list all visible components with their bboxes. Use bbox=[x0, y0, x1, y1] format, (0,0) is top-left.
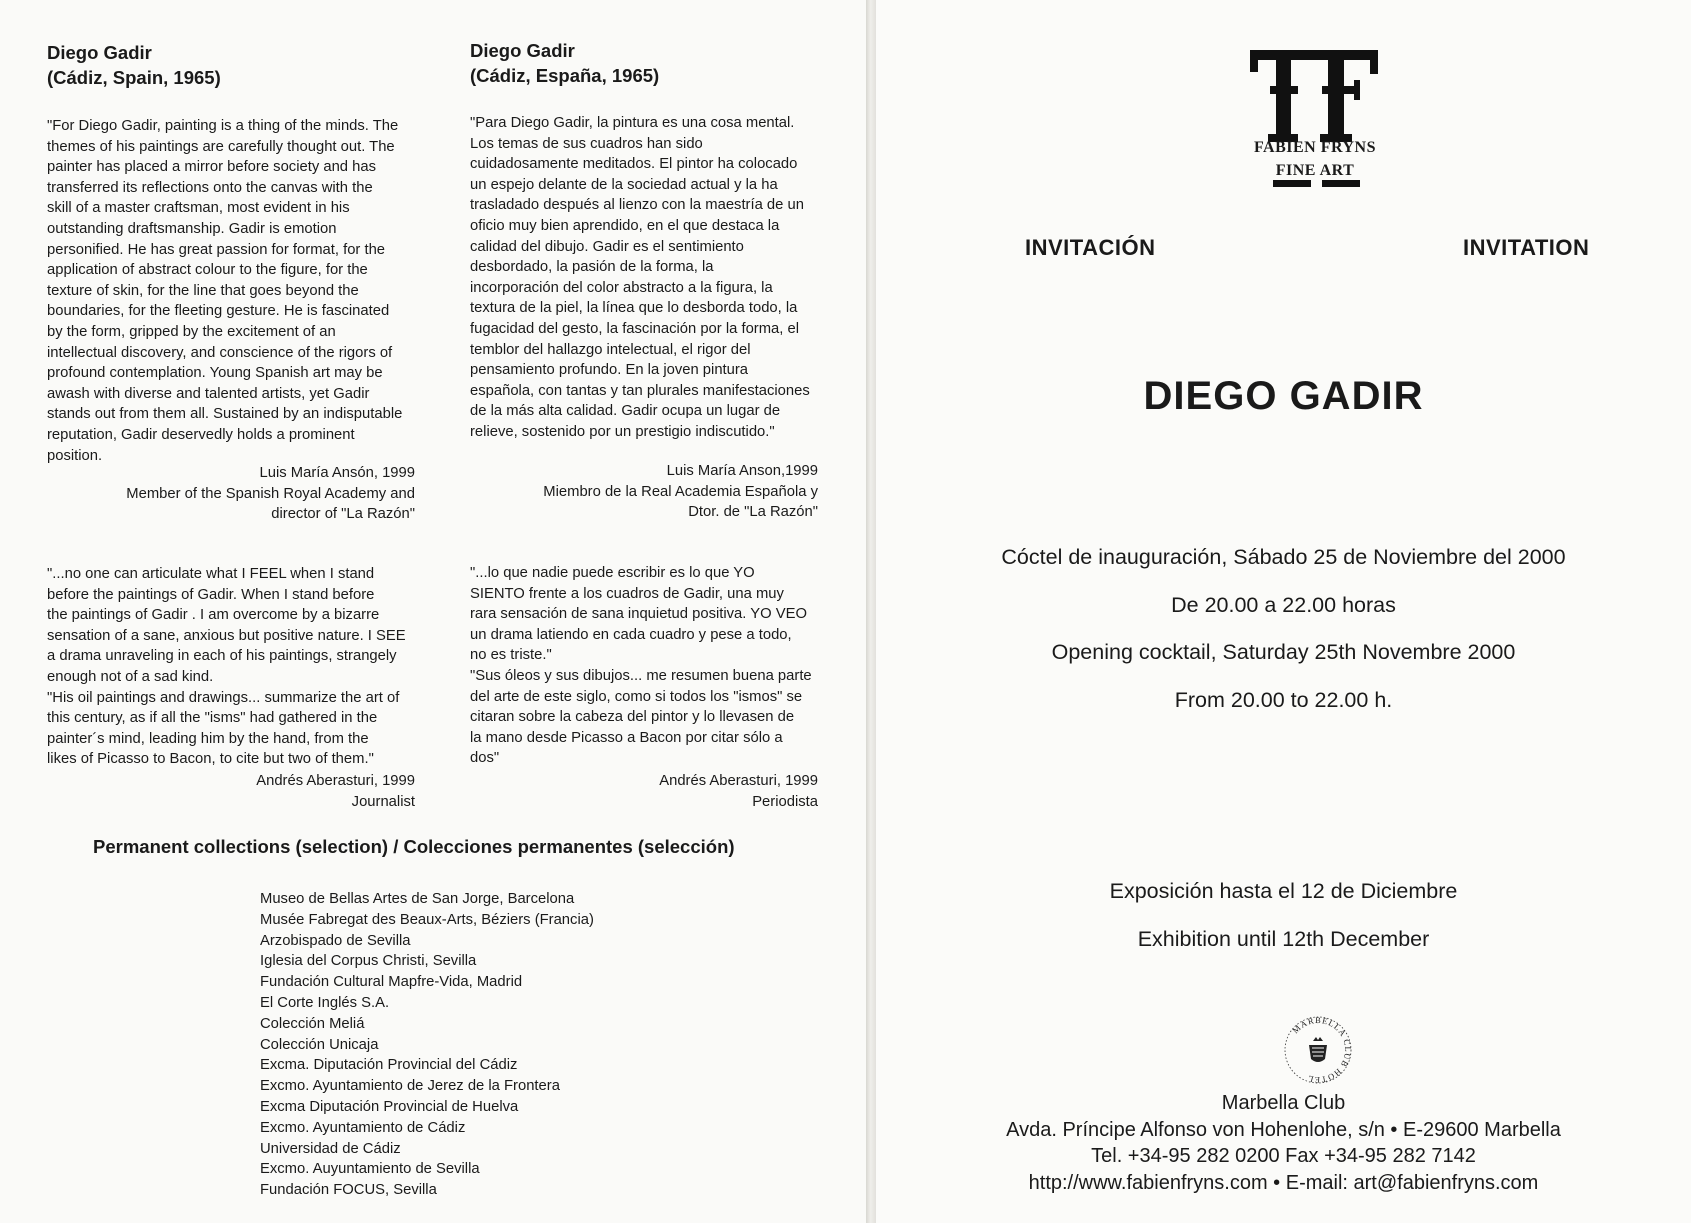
quote-line: "For Diego Gadir, painting is a thing of the minds. The bbox=[47, 118, 399, 134]
svg-text:MARBELLA CLUB HOTEL: MARBELLA CLUB HOTEL bbox=[1290, 1015, 1353, 1085]
quote-line: "...lo que nadie puede escribir es lo que YO bbox=[470, 565, 755, 581]
quote-line: before the paintings of Gadir. When I stand before bbox=[47, 586, 375, 603]
quote-line: stands out from them all. Sustained by an indisputable bbox=[47, 406, 403, 423]
list-item: Museo de Bellas Artes de San Jorge, Barcelona bbox=[260, 891, 575, 907]
quote-line: "Para Diego Gadir, la pintura es una cosa mental. bbox=[470, 115, 795, 131]
list-item: Colección Unicaja bbox=[260, 1036, 379, 1053]
heading-es bbox=[470, 38, 659, 88]
list-item: Fundación FOCUS, Sevilla bbox=[260, 1182, 437, 1199]
quote-line: no es triste." bbox=[470, 647, 552, 664]
collections-title: Permanent collections (selection) / Colecciones permanentes (selección) bbox=[93, 836, 735, 857]
quote-line: citaran sobre la cabeza del pintor y lo llevasen de bbox=[470, 709, 795, 726]
right-page bbox=[876, 0, 1691, 1223]
quote-line: desbordado, la pasión de la forma, la bbox=[470, 259, 714, 276]
list-item: Colección Meliá bbox=[260, 1015, 365, 1032]
heading-en bbox=[47, 40, 221, 90]
signature-en-1 bbox=[47, 463, 415, 525]
quote-line: trasladado después al lienzo con la maestría de un bbox=[470, 197, 804, 214]
signature-en-2 bbox=[47, 771, 415, 812]
exhibition-dates bbox=[876, 868, 1691, 963]
marbella-club-seal bbox=[1283, 1015, 1353, 1085]
quote-line: la mano desde Picasso a Bacon por citar sólo a bbox=[470, 729, 783, 746]
event-line: Opening cocktail, Saturday 25th Novembre 2000 bbox=[1051, 640, 1516, 664]
invite-en: INVITATION bbox=[1463, 235, 1590, 260]
logo-bars bbox=[1273, 180, 1360, 190]
venue-web[interactable]: http://www.fabienfryns.com • E-mail: art@fabienfryns.com bbox=[1028, 1171, 1539, 1194]
quote-line: dos" bbox=[470, 750, 500, 767]
heading-en-name: Diego Gadir bbox=[47, 42, 152, 63]
list-item: Excmo. Ayuntamiento de Jerez de la Frontera bbox=[260, 1078, 560, 1095]
quote-line: a drama unraveling in each of his paintings, strangely bbox=[47, 648, 397, 665]
quote-line: textura de la piel, la línea que lo desborda todo, la bbox=[470, 300, 798, 317]
quote-line: SIENTO frente a los cuadros de Gadir, una muy bbox=[470, 585, 784, 602]
quote-line: boundaries, for the fleeting gesture. He is fascinated bbox=[47, 303, 390, 320]
list-item: Excma Diputación Provincial de Huelva bbox=[260, 1098, 519, 1115]
quote-line: "His oil paintings and drawings... summarize the art of bbox=[47, 689, 400, 706]
quote-en-1 bbox=[47, 116, 447, 466]
quote-line: temblor del hallazgo intelectual, el rigor del bbox=[470, 341, 751, 358]
venue-name: Marbella Club bbox=[1221, 1092, 1346, 1114]
quote-line: themes of his paintings are carefully thought out. The bbox=[47, 138, 395, 155]
venue-address: Avda. Príncipe Alfonso von Hohenlohe, s/n • E-29600 Marbella bbox=[1006, 1118, 1561, 1141]
quote-line: enough not of a sad kind. bbox=[47, 668, 214, 685]
signature-name: Luis María Ansón, 1999 bbox=[259, 465, 415, 481]
signature-es-1 bbox=[470, 461, 818, 523]
venue-phone: Tel. +34-95 282 0200 Fax +34-95 282 7142 bbox=[1091, 1145, 1476, 1167]
quote-es-1 bbox=[470, 113, 850, 443]
quote-es-2 bbox=[470, 563, 850, 769]
event-line: From 20.00 to 22.00 h. bbox=[1174, 687, 1393, 712]
list-item: Excmo. Ayuntamiento de Cádiz bbox=[260, 1119, 466, 1136]
list-item: Excma. Diputación Provincial del Cádiz bbox=[260, 1057, 518, 1074]
list-item: Fundación Cultural Mapfre-Vida, Madrid bbox=[260, 974, 523, 991]
logo-line2: FINE ART bbox=[1275, 162, 1355, 179]
quote-line: incorporación del color abstracto a la figura, la bbox=[470, 279, 773, 296]
quote-line: reputation, Gadir deservedly holds a prominent bbox=[47, 426, 355, 443]
quote-line: profound contemplation. Young Spanish art may be bbox=[47, 365, 383, 382]
quote-line: oficio muy bien aprendido, en el que destaca la bbox=[470, 217, 780, 234]
quote-line: by the form, gripped by the excitement of an bbox=[47, 323, 336, 340]
signature-name: Luis María Anson,1999 bbox=[666, 463, 818, 479]
signature-role: Dtor. de "La Razón" bbox=[688, 504, 818, 521]
expo-line: Exhibition until 12th December bbox=[1137, 926, 1430, 951]
collections-list bbox=[260, 889, 594, 1201]
event-details bbox=[876, 534, 1691, 724]
invite-es: INVITACIÓN bbox=[1025, 235, 1156, 260]
quote-line: sensation of a sane, anxious but positive nature. I SEE bbox=[47, 627, 406, 644]
quote-line: de la más alta calidad. Gadir ocupa un lugar de bbox=[470, 403, 781, 420]
quote-line: texture of skin, for the line that goes beyond the bbox=[47, 282, 359, 299]
quote-line: painter´s mind, leading him by the hand, from the bbox=[47, 730, 369, 747]
event-line: De 20.00 a 22.00 horas bbox=[1171, 592, 1396, 617]
list-item: El Corte Inglés S.A. bbox=[260, 994, 390, 1011]
expo-line: Exposición hasta el 12 de Diciembre bbox=[1109, 879, 1458, 903]
list-item: Musée Fabregat des Beaux-Arts, Béziers (Francia) bbox=[260, 911, 594, 928]
quote-line: "...no one can articulate what I FEEL when I stand bbox=[47, 566, 375, 582]
signature-role: director of "La Razón" bbox=[271, 506, 415, 523]
logo-line1: FABIEN FRYNS bbox=[1253, 139, 1377, 156]
quote-line: the paintings of Gadir . I am overcome by a bizarre bbox=[47, 607, 380, 624]
heading-en-origin: (Cádiz, Spain, 1965) bbox=[47, 67, 221, 88]
quote-line: position. bbox=[47, 447, 103, 464]
ff-monogram-logo bbox=[1248, 44, 1382, 142]
quote-line: personified. He has great passion for format, for the bbox=[47, 241, 386, 258]
quote-en-2 bbox=[47, 564, 447, 770]
heading-es-origin: (Cádiz, España, 1965) bbox=[470, 65, 660, 86]
signature-es-2 bbox=[470, 771, 818, 812]
quote-line: relieve, sostenido por un prestigio indiscutido." bbox=[470, 423, 775, 440]
quote-line: pensamiento profundo. En la joven pintura bbox=[470, 362, 749, 379]
signature-role: Miembro de la Real Academia Española y bbox=[543, 483, 818, 500]
quote-line: un drama latiendo en cada cuadro y pese a todo, bbox=[470, 626, 792, 643]
artist-name: DIEGO GADIR bbox=[1143, 374, 1424, 418]
list-item: Arzobispado de Sevilla bbox=[260, 932, 411, 949]
heading-es-name: Diego Gadir bbox=[470, 40, 575, 61]
quote-line: outstanding draftsmanship. Gadir is emotion bbox=[47, 220, 337, 237]
logo-text bbox=[876, 136, 1691, 182]
quote-line: skill of a master craftsman, most evident in his bbox=[47, 200, 350, 217]
quote-line: awash with diverse and talented artists, yet Gadir bbox=[47, 385, 370, 402]
signature-role: Member of the Spanish Royal Academy and bbox=[126, 485, 415, 502]
event-line: Cóctel de inauguración, Sábado 25 de Noviembre del 2000 bbox=[1001, 545, 1566, 569]
quote-line: painter has placed a mirror before society and has bbox=[47, 159, 376, 176]
venue-info bbox=[876, 1090, 1691, 1196]
quote-line: transferred its reflections onto the canvas with the bbox=[47, 179, 373, 196]
page-fold bbox=[866, 0, 876, 1223]
quote-line: this century, as if all the "isms" had gathered in the bbox=[47, 710, 378, 727]
list-item: Iglesia del Corpus Christi, Sevilla bbox=[260, 953, 477, 970]
signature-role: Periodista bbox=[752, 793, 818, 810]
signature-name: Andrés Aberasturi, 1999 bbox=[659, 773, 818, 789]
quote-line: fugacidad del gesto, la fascinación por la forma, el bbox=[470, 320, 800, 337]
list-item: Excmo. Auyuntamiento de Sevilla bbox=[260, 1161, 480, 1178]
list-item: Universidad de Cádiz bbox=[260, 1140, 401, 1157]
quote-line: española, con tantas y tan plurales manifestaciones bbox=[470, 382, 810, 399]
quote-line: rara sensación de sana inquietud positiva. YO VEO bbox=[470, 606, 807, 623]
quote-line: Los temas de sus cuadros han sido bbox=[470, 135, 703, 152]
signature-name: Andrés Aberasturi, 1999 bbox=[256, 773, 415, 789]
quote-line: del arte de este siglo, como si todos los "ismos" se bbox=[470, 688, 803, 705]
quote-line: intellectual discovery, and conscience of the rigors of bbox=[47, 344, 393, 361]
quote-line: "Sus óleos y sus dibujos... me resumen buena parte bbox=[470, 667, 812, 684]
quote-line: un espejo delante de la sociedad actual y la ha bbox=[470, 176, 778, 193]
quote-line: application of abstract colour to the figure, for the bbox=[47, 262, 368, 279]
signature-role: Journalist bbox=[351, 793, 415, 810]
quote-line: cuidadosamente meditados. El pintor ha colocado bbox=[470, 156, 798, 173]
quote-line: likes of Picasso to Bacon, to cite but two of them." bbox=[47, 751, 374, 768]
quote-line: calidad del dibujo. Gadir es el sentimiento bbox=[470, 238, 744, 255]
